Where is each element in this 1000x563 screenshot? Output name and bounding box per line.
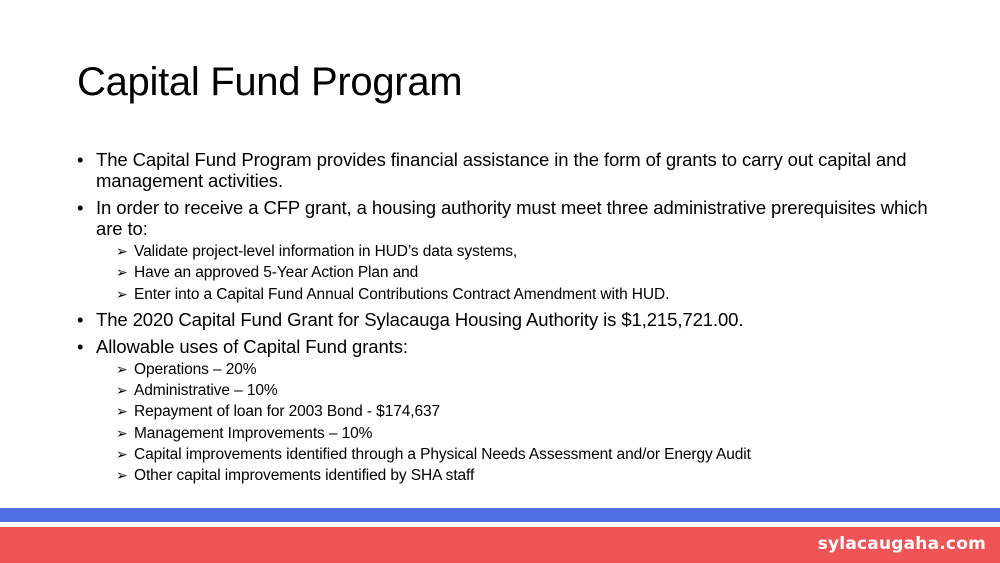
sub-bullet-item: [77, 465, 957, 486]
sub-bullet-item: [77, 444, 957, 465]
bullet-list: [77, 149, 957, 491]
sub-bullet-list: [77, 359, 957, 487]
sub-bullet-text: Repayment of loan for 2003 Bond - $174,637: [134, 403, 441, 421]
arrow-bullet-icon: ➢: [116, 264, 128, 281]
bullet-dot-icon: •: [77, 149, 84, 170]
sub-bullet-text: Capital improvements identified through a Physical Needs Assessment and/or Energy Audit: [134, 446, 751, 464]
arrow-bullet-icon: ➢: [116, 243, 128, 259]
bullet-text: The Capital Fund Program provides financial assistance in the form of grants to carry out capital and management activities.: [96, 149, 907, 191]
sub-bullet-item: [77, 284, 957, 305]
arrow-bullet-icon: ➢: [116, 446, 128, 463]
sub-bullet-item: [77, 423, 957, 444]
arrow-bullet-icon: ➢: [116, 285, 128, 302]
sub-bullet-text: Validate project-level information in HUD’s data systems,: [134, 243, 518, 260]
arrow-bullet-icon: ➢: [116, 467, 128, 484]
slide-title: Capital Fund Program: [77, 60, 463, 104]
bullet-text: The 2020 Capital Fund Grant for Sylacauga Housing Authority is $1,215,721.00.: [96, 308, 744, 330]
footer-blue-band: [0, 508, 1000, 522]
bullet-dot-icon: •: [77, 335, 84, 357]
sub-bullet-item: [77, 241, 957, 262]
sub-bullet-item: [77, 262, 957, 283]
bullet-item: [77, 197, 957, 239]
sub-bullet-text: Other capital improvements identified by SHA staff: [134, 467, 475, 485]
bullet-item: [77, 309, 957, 330]
sub-bullet-item: [77, 401, 957, 422]
bullet-dot-icon: •: [77, 308, 84, 330]
arrow-bullet-icon: ➢: [116, 360, 128, 377]
arrow-bullet-icon: ➢: [116, 424, 128, 441]
sub-bullet-text: Management Improvements – 10%: [134, 424, 373, 442]
footer-site-url: sylacaugaha.com: [817, 534, 986, 554]
sub-bullet-text: Have an approved 5-Year Action Plan and: [134, 264, 419, 282]
bullet-dot-icon: •: [77, 197, 84, 218]
sub-bullet-list: [77, 241, 957, 305]
bullet-item: [77, 149, 957, 191]
sub-bullet-item: [77, 359, 957, 380]
arrow-bullet-icon: ➢: [116, 403, 128, 420]
bullet-text: In order to receive a CFP grant, a housing authority must meet three administrative prerequisites which are to:: [96, 197, 928, 239]
bullet-text: Allowable uses of Capital Fund grants:: [96, 335, 408, 357]
sub-bullet-text: Operations – 20%: [134, 360, 257, 378]
bullet-item: [77, 336, 957, 357]
sub-bullet-text: Administrative – 10%: [134, 382, 278, 400]
sub-bullet-text: Enter into a Capital Fund Annual Contributions Contract Amendment with HUD.: [134, 285, 670, 303]
sub-bullet-item: [77, 380, 957, 401]
arrow-bullet-icon: ➢: [116, 382, 128, 399]
